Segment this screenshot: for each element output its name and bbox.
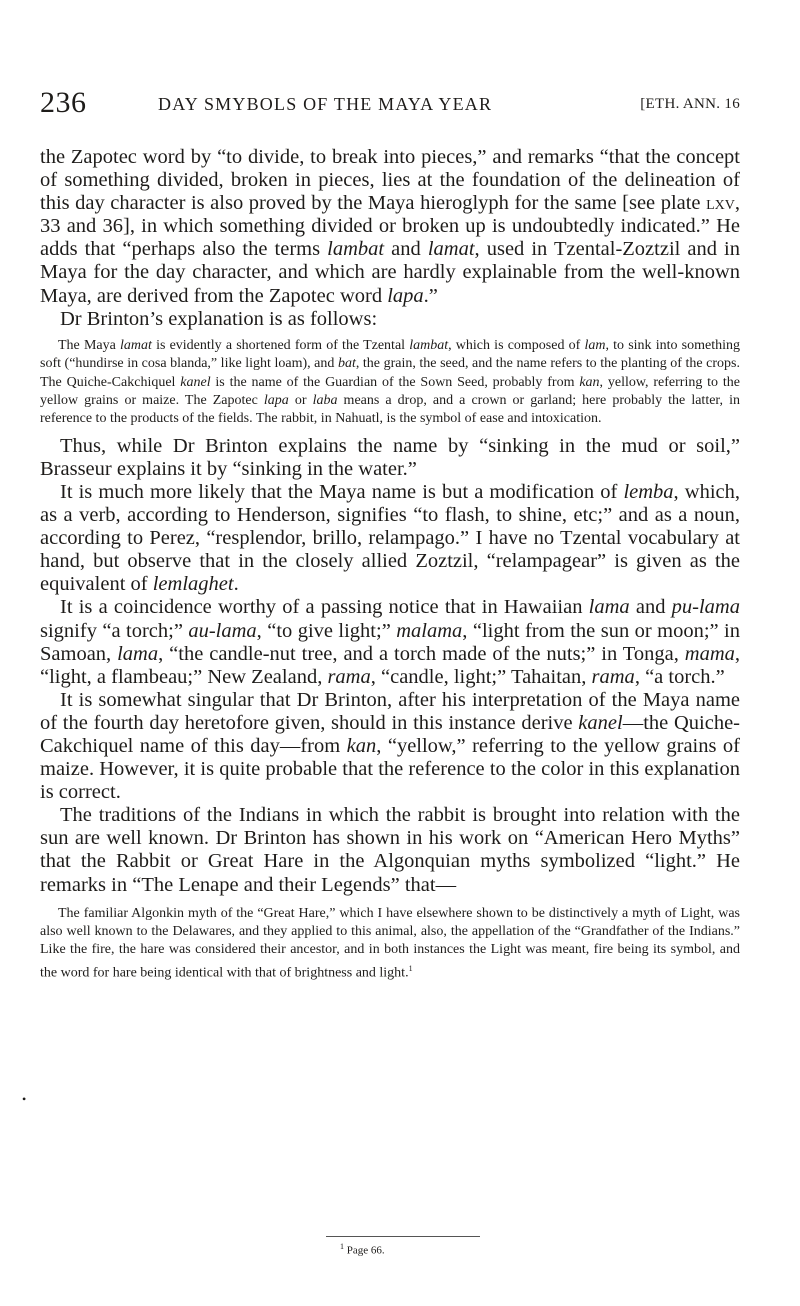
block-quote: The Maya lamat is evidently a shortened form of the Tzental lambat, which is composed of lam, to sink into something soft (“hundirse in cosa blanda,” like light loam), and bat, the grain, the seed, and the name refers to the planting of the crops. The Quiche-Cakchiquel kanel is the name of the Guardian of the Sown Seed, probably from kan, yellow, referring to the yellow grains or maize. The Zapotec lapa or laba means a drop, and a crown or garland; here probably the latter, in reference to the products of the fields. The rabbit, in Nahuatl, is the symbol of ease and intoxication. (40, 337, 741, 427)
page-body (40, 146, 740, 989)
block-quote: The familiar Algonkin myth of the “Great Hare,” which I have elsewhere shown to be distinctively a myth of Light, was also well known to the Delawares, and they applied to this animal, also, the appellation of the “Grandfather of the Indians.” Like the fire, the hare was considered their ancestor, and in both instances the Light was meant, fire being its symbol, and the word for hare being identical with that of brightness and light.$^1$ (40, 905, 740, 981)
series-reference: [ETH. ANN. 16 (640, 96, 740, 112)
margin-bullet: • (22, 1092, 27, 1106)
running-title: DAY SMYBOLS OF THE MAYA YEAR (158, 94, 493, 114)
footnote-mark: 1 (340, 1242, 344, 1251)
footnote-divider (326, 1236, 480, 1237)
running-header (40, 86, 740, 120)
paragraph: It is somewhat singular that Dr Brinton, after his interpretation of the Maya name of the fourth day heretofore given, should in this instance derive kanel—the Quiche-Cakchiquel name of this day—from kan, “yellow,” referring to the yellow grains of maize. However, it is quite probable that the reference to the color in this explanation is correct. (40, 688, 740, 804)
paragraph: Dr Brinton’s explanation is as follows: (60, 307, 378, 330)
paragraph: Thus, while Dr Brinton explains the name by “sinking in the mud or soil,” Brasseur explains it by “sinking in the water.” (40, 434, 740, 480)
footnote-reference: 1 (408, 963, 413, 973)
page-number: 236 (40, 86, 87, 119)
footnote-text: Page 66. (346, 1244, 385, 1257)
paragraph: The traditions of the Indians in which the rabbit is brought into relation with the sun are well known. Dr Brinton has shown in his work on “American Hero Myths” that the Rabbit or Great Hare in the Algonquian myths symbolized “light.” He remarks in “The Lenape and their Legends” that— (40, 804, 740, 896)
footnote (340, 1241, 385, 1257)
paragraph: the Zapotec word by “to divide, to break into pieces,” and remarks “that the concept of something divided, broken in pieces, lies at the foundation of the delineation of this day character is also proved by the Maya hieroglyph for the same [see plate lxv, 33 and 36], in which something divided or broken up is undoubtedly indicated.” He adds that “perhaps also the terms lambat and lamat, used in Tzental-Zoztzil and in Maya for the day character, and which are hardly explainable from the well-known Maya, are derived from the Zapotec word lapa.” (40, 146, 740, 307)
paragraph: It is much more likely that the Maya name is but a modification of lemba, which, as a verb, according to Henderson, signifies “to flash, to shine, etc;” and as a noun, according to Perez, “resplendor, brillo, relampago.” I have no Tzental vocabulary at hand, but observe that in the closely allied Zoztzil, “relampagear” is given as the equivalent of lemlaghet. (40, 480, 740, 596)
paragraph: It is a coincidence worthy of a passing notice that in Hawaiian lama and pu-lama signify “a torch;” au-lama, “to give light;” malama, “light from the sun or moon;” in Samoan, lama, “the candle-nut tree, and a torch made of the nuts;” in Tonga, mama, “light, a flambeau;” New Zealand, rama, “candle, light;” Tahaitan, rama, “a torch.” (40, 596, 740, 688)
